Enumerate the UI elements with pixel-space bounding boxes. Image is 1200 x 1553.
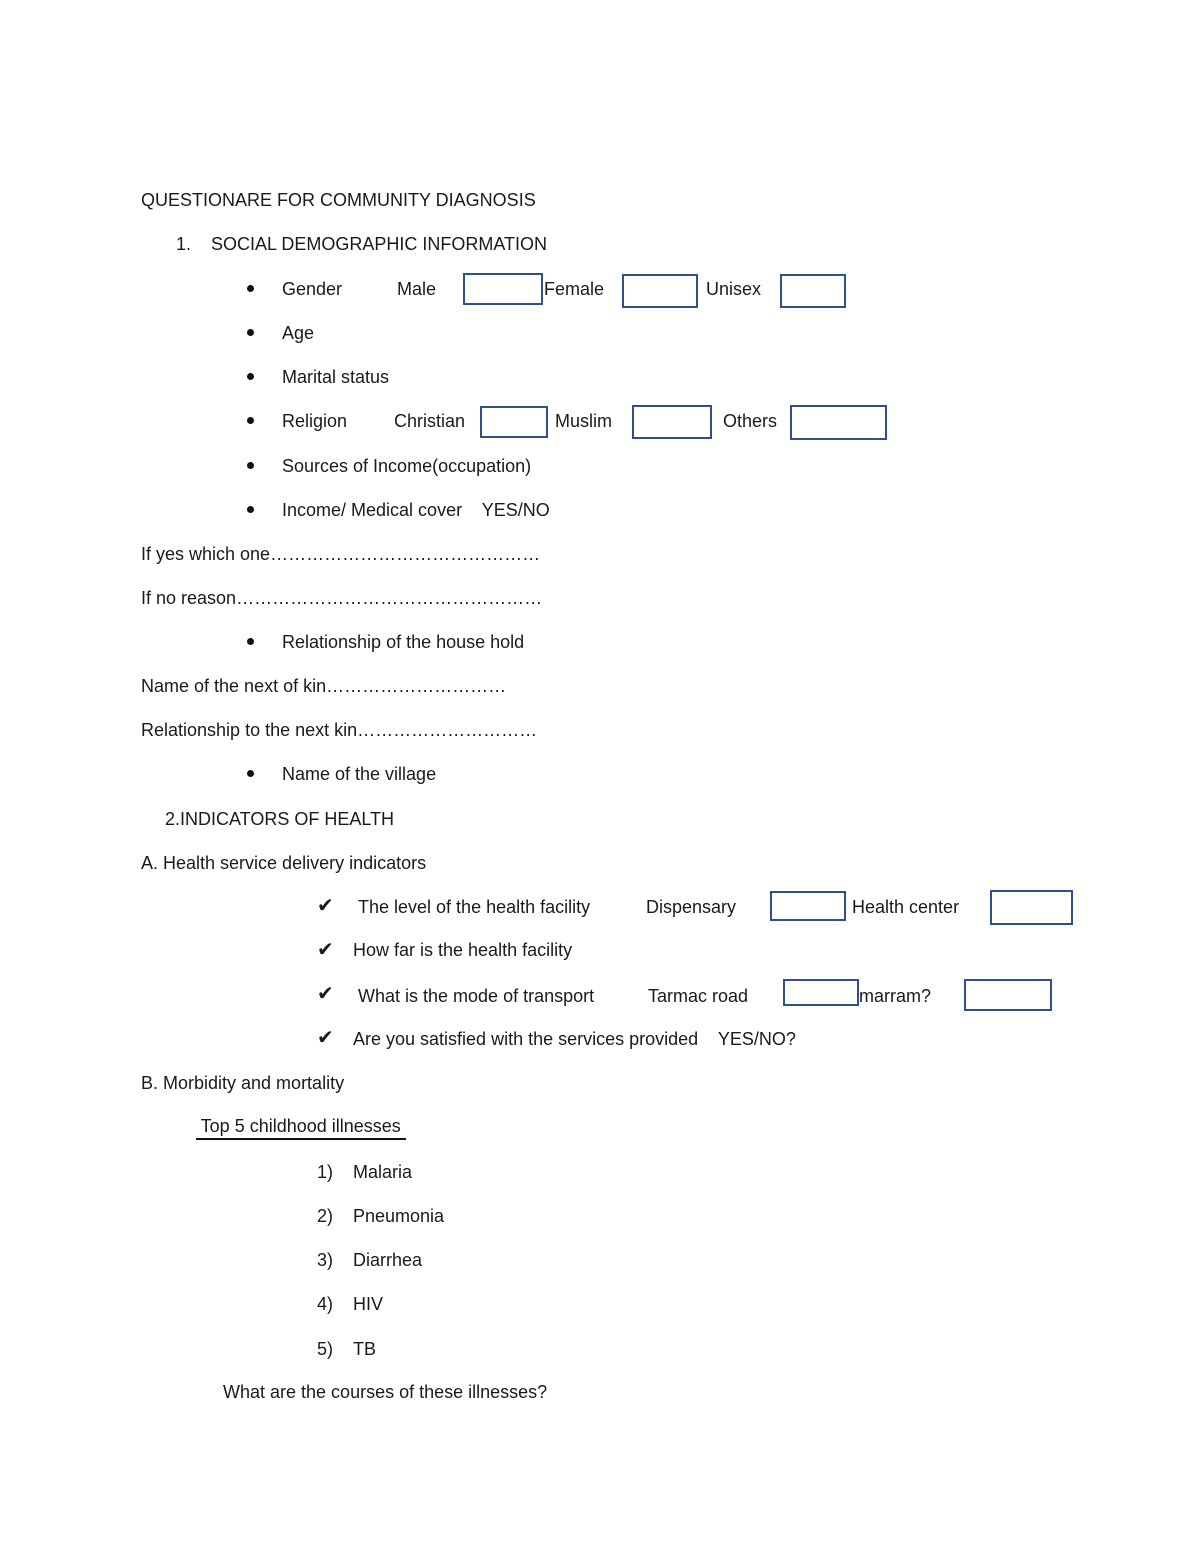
gender-unisex-checkbox[interactable] <box>780 274 846 308</box>
gender-female-checkbox[interactable] <box>622 274 698 308</box>
facility-level-label: The level of the health facility <box>358 897 591 917</box>
facility-distance-label: How far is the health facility <box>353 940 573 960</box>
religion-label: Religion <box>282 411 348 431</box>
gender-male-checkbox[interactable] <box>463 273 543 305</box>
section1-heading: SOCIAL DEMOGRAPHIC INFORMATION <box>211 234 548 254</box>
religion-christian-checkbox[interactable] <box>480 406 548 438</box>
village-label: Name of the village <box>282 764 437 784</box>
medical-cover-label: Income/ Medical cover YES/NO <box>282 500 550 520</box>
section1-number: 1. <box>176 234 192 254</box>
bullet-icon <box>247 462 254 469</box>
bullet-icon <box>247 638 254 645</box>
health-center-label: Health center <box>852 897 960 917</box>
illness-name: Diarrhea <box>353 1250 423 1270</box>
age-label: Age <box>282 323 315 343</box>
illness-name: Pneumonia <box>353 1206 445 1226</box>
bullet-icon <box>247 285 254 292</box>
next-of-kin-relationship-field: Relationship to the next kin………………………… <box>141 720 538 740</box>
checkmark-icon: ✔ <box>317 895 334 917</box>
bullet-icon <box>247 373 254 380</box>
income-source-label: Sources of Income(occupation) <box>282 456 532 476</box>
illness-number: 1) <box>317 1162 334 1182</box>
if-yes-field: If yes which one……………………………………… <box>141 544 541 564</box>
if-no-field: If no reason…………………………………………… <box>141 588 543 608</box>
illness-number: 3) <box>317 1250 334 1270</box>
gender-unisex-label: Unisex <box>706 279 762 299</box>
illness-causes-question: What are the courses of these illnesses? <box>223 1382 548 1402</box>
illness-name: TB <box>353 1339 377 1359</box>
illness-number: 2) <box>317 1206 334 1226</box>
illness-name: HIV <box>353 1294 384 1314</box>
gender-label: Gender <box>282 279 343 299</box>
religion-others-label: Others <box>723 411 778 431</box>
health-center-checkbox[interactable] <box>990 890 1073 925</box>
religion-muslim-label: Muslim <box>555 411 612 431</box>
religion-muslim-checkbox[interactable] <box>632 405 712 439</box>
satisfaction-label: Are you satisfied with the services provided YES/NO? <box>353 1029 796 1049</box>
top-illnesses-heading: Top 5 childhood illnesses <box>196 1115 406 1140</box>
marram-checkbox[interactable] <box>964 979 1052 1011</box>
marital-status-label: Marital status <box>282 367 390 387</box>
marram-label: marram? <box>859 986 932 1006</box>
dispensary-checkbox[interactable] <box>770 891 846 921</box>
bullet-icon <box>247 329 254 336</box>
religion-others-checkbox[interactable] <box>790 405 887 440</box>
illness-number: 5) <box>317 1339 334 1359</box>
gender-female-label: Female <box>544 279 605 299</box>
document-title: QUESTIONARE FOR COMMUNITY DIAGNOSIS <box>141 190 536 210</box>
gender-male-label: Male <box>397 279 437 299</box>
next-of-kin-name-field: Name of the next of kin………………………… <box>141 676 507 696</box>
checkmark-icon: ✔ <box>317 1027 334 1049</box>
tarmac-road-label: Tarmac road <box>648 986 749 1006</box>
dispensary-label: Dispensary <box>646 897 737 917</box>
bullet-icon <box>247 506 254 513</box>
household-relationship-label: Relationship of the house hold <box>282 632 525 652</box>
bullet-icon <box>247 417 254 424</box>
health-service-indicators-heading: A. Health service delivery indicators <box>141 853 427 873</box>
transport-mode-label: What is the mode of transport <box>358 986 595 1006</box>
checkmark-icon: ✔ <box>317 983 334 1005</box>
bullet-icon <box>247 770 254 777</box>
section2-heading: 2.INDICATORS OF HEALTH <box>165 809 395 829</box>
tarmac-road-checkbox[interactable] <box>783 979 859 1006</box>
illness-number: 4) <box>317 1294 334 1314</box>
illness-name: Malaria <box>353 1162 413 1182</box>
religion-christian-label: Christian <box>394 411 466 431</box>
morbidity-heading: B. Morbidity and mortality <box>141 1073 345 1093</box>
checkmark-icon: ✔ <box>317 939 334 961</box>
